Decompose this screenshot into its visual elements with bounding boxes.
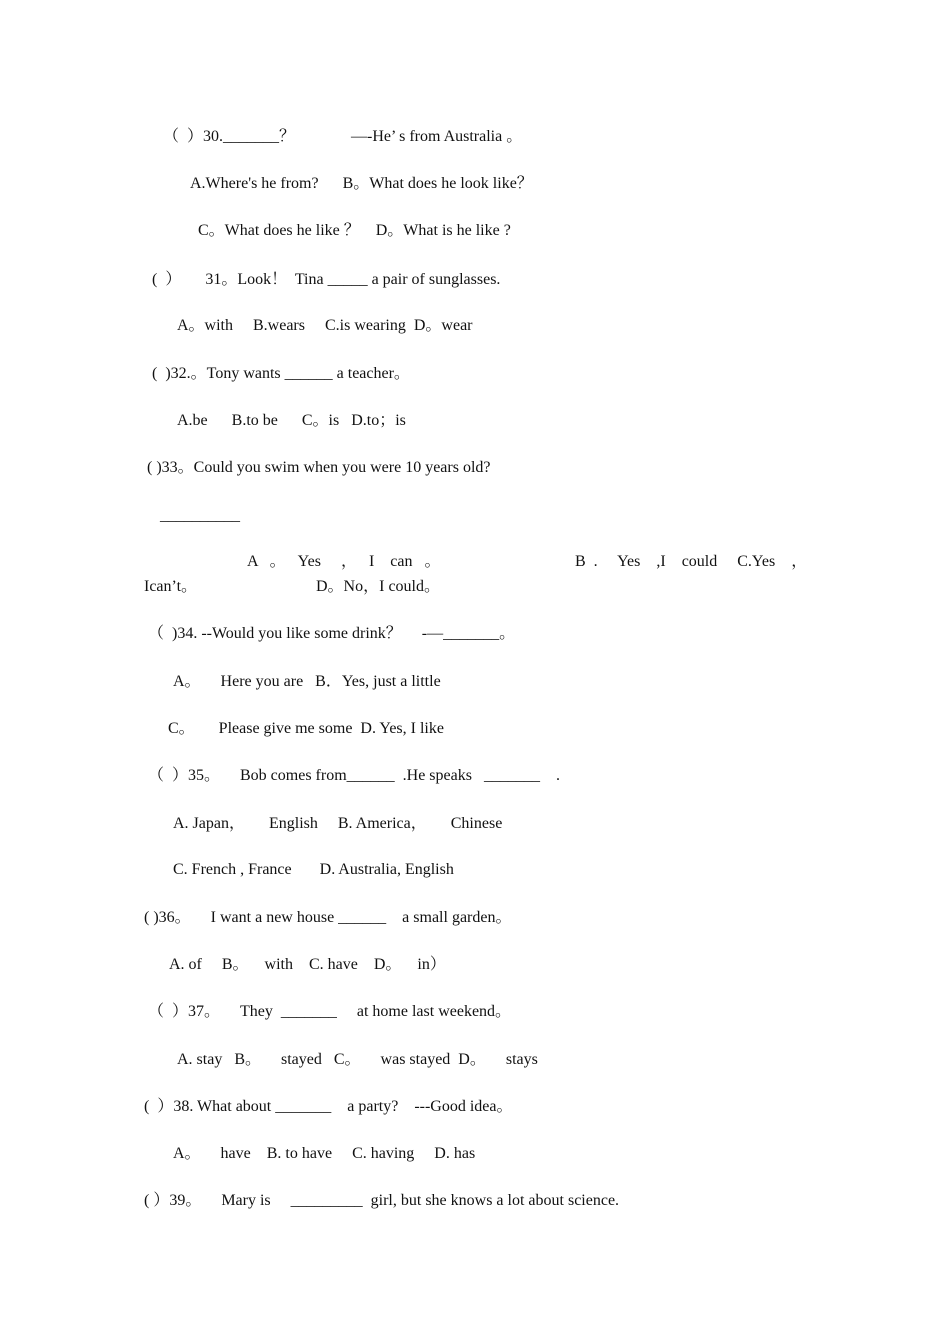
question-37-stem: （ ）37。 They _______ at home last weekend。 [148,1003,512,1020]
question-35-stem: （ ）35。 Bob comes from______ .He speaks _______ . [148,767,560,784]
question-32-stem: ( )32.。Tony wants ______ a teacher。 [152,365,410,382]
question-36-options: A. of B。 with C. have D。 in） [169,956,446,973]
question-38-options: A。 have B. to have C. having D. has [173,1145,476,1162]
question-35-options-ab: A. Japan， English B. America， Chinese [173,815,503,832]
question-33-option-c-continued: Ican’t。 [144,578,198,595]
question-37-options: A. stay B。 stayed C。 was stayed D。 stays [177,1051,538,1068]
question-34-options-ab: A。 Here you are B．Yes, just a little [173,673,441,690]
question-34-stem: （ )34. --Would you like some drink？ -—_______。 [148,625,516,642]
question-30-stem: （ ）30._______？ —-He’ s from Australia 。 [163,128,523,145]
question-38-stem: ( ）38. What about _______ a party? ---Good idea。 [144,1098,513,1115]
question-30-options-ab: A.Where's he from? B。What does he look like？ [190,175,533,192]
question-32-options: A.be B.to be C。is D.to；is [177,412,406,429]
question-33-answer-blank: __________ [160,507,240,524]
question-31-stem: ( ） 31。Look！ Tina _____ a pair of sunglasses. [152,271,501,288]
question-34-options-cd: C。 Please give me some D. Yes, I like [168,720,444,737]
question-33-stem: ( )33。Could you swim when you were 10 years old? [147,459,491,476]
question-33-option-bc: B . Yes ,I could C.Yes ， [575,553,808,570]
question-33-option-d: D。No，I could。 [316,578,440,595]
question-35-options-cd: C. French , France D. Australia, English [173,861,454,878]
question-31-options: A。with B.wears C.is wearing D。wear [177,317,473,334]
question-39-stem: ( ）39。 Mary is _________ girl, but she knows a lot about science. [144,1192,620,1209]
question-33-option-a: A 。 Yes ， I can 。 [247,553,441,570]
question-36-stem: ( )36。 I want a new house ______ a small garden。 [144,909,512,926]
question-30-options-cd: C。What does he like ？ D。What is he like ? [198,222,511,239]
